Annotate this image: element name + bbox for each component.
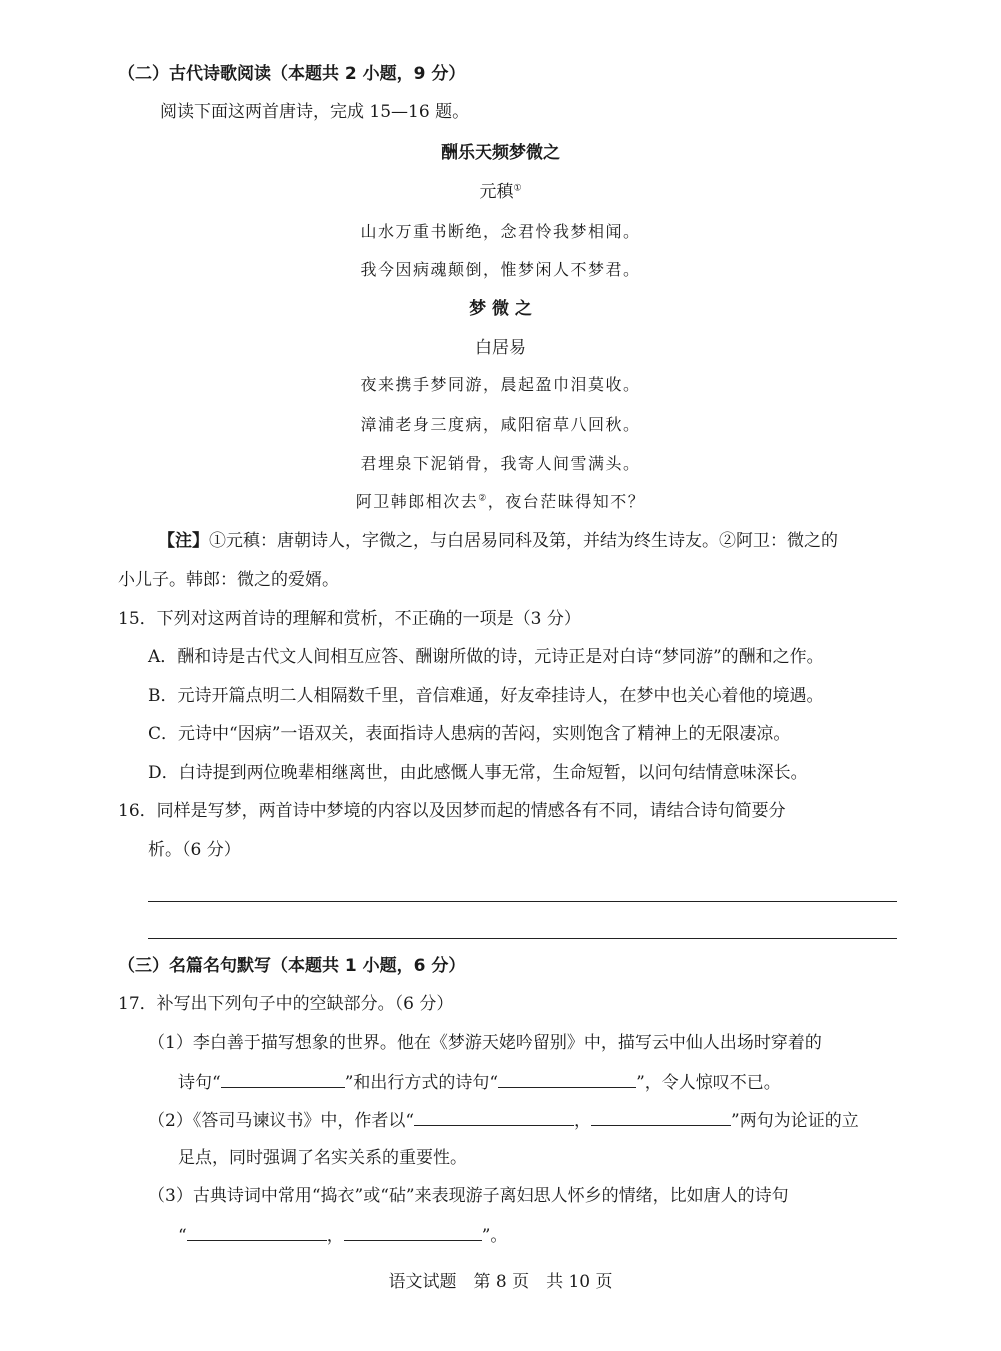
annotation-line: 小儿子。韩郎：微之的爱婿。 [118, 570, 339, 590]
question-16-stem: 析。（6 分） [148, 840, 241, 860]
poem2-line: 夜来携手梦同游，晨起盈巾泪莫收。 [360, 375, 641, 394]
poem1-line: 我今因病魂颠倒，惟梦闲人不梦君。 [360, 260, 641, 279]
question-15-stem: 15．下列对这两首诗的理解和赏析，不正确的一项是（3 分） [118, 609, 581, 629]
poem2-author: 白居易 [475, 338, 526, 358]
poem2-note-mark: ② [478, 493, 488, 504]
question-15-option-a: A．酬和诗是古代文人间相互应答、酬谢所做的诗，元诗正是对白诗“梦同游”的酬和之作。 [148, 647, 824, 667]
answer-line[interactable] [148, 901, 897, 902]
fill-text: ”。 [481, 1226, 508, 1246]
annotation-label: 【注】 [158, 531, 209, 551]
fill-text: “ [178, 1226, 187, 1246]
fill-blank[interactable] [414, 1107, 574, 1126]
fill-text: ”和出行方式的诗句“ [344, 1073, 499, 1093]
page-footer: 语文试题 第 8 页 共 10 页 [388, 1272, 613, 1292]
question-15-option-d: D．白诗提到两位晚辈相继离世，由此感慨人事无常，生命短暂，以问句结情意味深长。 [148, 763, 808, 783]
question-16-stem: 16．同样是写梦，两首诗中梦境的内容以及因梦而起的情感各有不同，请结合诗句简要分 [118, 801, 786, 821]
fill-text: （2）《答司马谏议书》中，作者以“ [148, 1111, 415, 1131]
poem1-line: 山水万重书断绝，念君怜我梦相闻。 [360, 222, 641, 241]
poem2-line: 君埋泉下泥销骨，我寄人间雪满头。 [360, 454, 641, 473]
fill-text: ， [326, 1226, 344, 1246]
poem1-author-note-mark: ① [513, 183, 522, 194]
poem2-title: 梦 微 之 [469, 299, 532, 319]
fill-text: ”，令人惊叹不已。 [636, 1073, 781, 1093]
poem1-author [0, 180, 1001, 204]
poem2-last-line-part2: ，夜台茫昧得知不？ [487, 492, 646, 511]
poem2-line: 漳浦老身三度病，咸阳宿草八回秋。 [360, 415, 641, 434]
question-17-stem: 17．补写出下列句子中的空缺部分。（6 分） [118, 994, 454, 1014]
section-heading-poetry: （二）古代诗歌阅读（本题共 2 小题，9 分） [118, 64, 466, 84]
section-intro: 阅读下面这两首唐诗，完成 15—16 题。 [160, 102, 470, 122]
fill-blank[interactable] [187, 1222, 327, 1241]
poem2-line [0, 490, 1001, 514]
fill-blank[interactable] [344, 1222, 482, 1241]
question-17-item-2-cont: 足点，同时强调了名实关系的重要性。 [178, 1148, 467, 1168]
fill-text: ， [574, 1111, 592, 1131]
question-17-item-3: （3）古典诗词中常用“捣衣”或“砧”来表现游子离妇思人怀乡的情绪，比如唐人的诗句 [148, 1186, 789, 1206]
poem1-title: 酬乐天频梦微之 [441, 143, 560, 163]
answer-line[interactable] [148, 938, 897, 939]
fill-text: 诗句“ [178, 1073, 221, 1093]
question-15-option-c: C．元诗中“因病”一语双关，表面指诗人患病的苦闷，实则饱含了精神上的无限凄凉。 [148, 724, 791, 744]
section-heading-recitation: （三）名篇名句默写（本题共 1 小题，6 分） [118, 956, 466, 976]
question-17-item-3-blanks [178, 1222, 507, 1248]
question-17-item-2 [148, 1107, 859, 1133]
poem2-last-line-part1: 阿卫韩郎相次去 [355, 492, 479, 511]
question-17-item-1: （1）李白善于描写想象的世界。他在《梦游天姥吟留别》中，描写云中仙人出场时穿着的 [148, 1033, 822, 1053]
fill-text: ”两句为论证的立 [731, 1111, 859, 1131]
annotation-text: ①元稹：唐朝诗人，字微之，与白居易同科及第，并结为终生诗友。②阿卫：微之的 [209, 531, 838, 551]
fill-blank[interactable] [591, 1107, 731, 1126]
fill-blank[interactable] [221, 1069, 345, 1088]
question-15-option-b: B．元诗开篇点明二人相隔数千里，音信难通，好友牵挂诗人，在梦中也关心着他的境遇。 [148, 686, 824, 706]
fill-blank[interactable] [498, 1069, 636, 1088]
question-17-item-1-blanks [178, 1069, 781, 1095]
annotation-line [158, 529, 838, 553]
poem1-author-name: 元稹 [479, 182, 514, 202]
